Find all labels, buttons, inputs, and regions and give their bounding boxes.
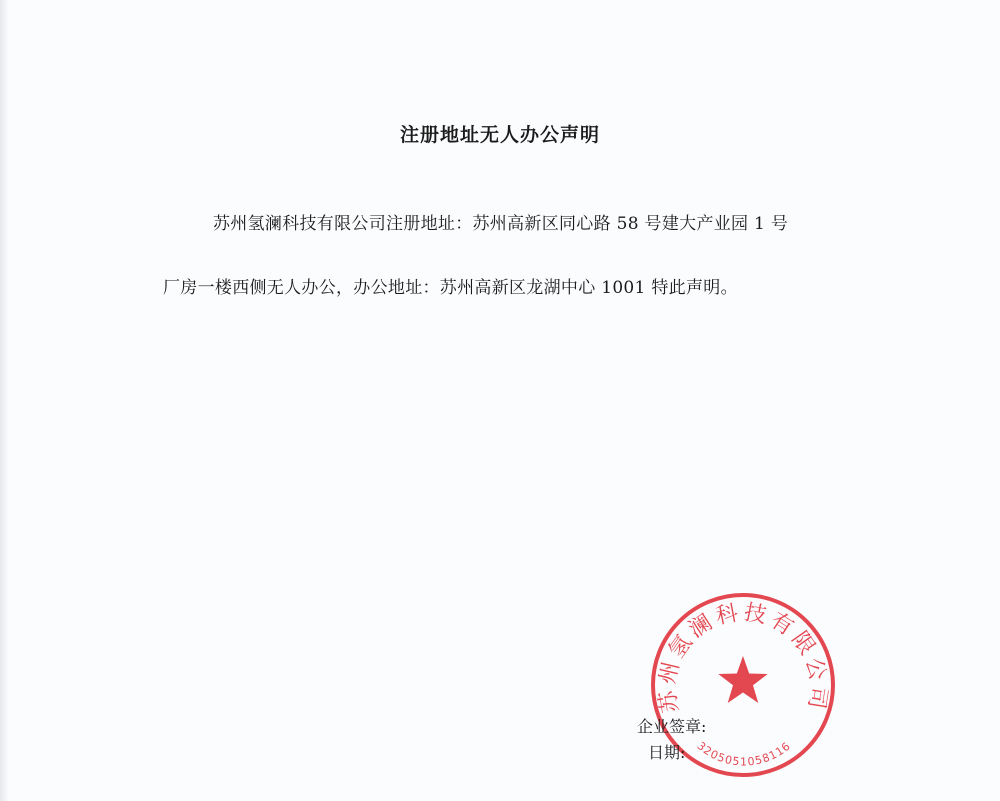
date-label: 日期: [648,743,686,762]
body-line-1: 苏州氢澜科技有限公司注册地址：苏州高新区同心路 58 号建大产业园 1 号 [213,214,789,234]
signature-label: 企业签章: [637,717,707,736]
seal-star-icon [718,656,767,703]
seal-company-name: 苏州氢澜科技有限公司 [655,600,831,715]
svg-text:3205051058116 [695,739,794,768]
document-title: 注册地址无人办公声明 [399,124,600,146]
seal-code: 3205051058116 [694,739,794,769]
body-line-2: 厂房一楼西侧无人办公，办公地址：苏州高新区龙湖中心 1001 特此声明。 [163,278,738,298]
